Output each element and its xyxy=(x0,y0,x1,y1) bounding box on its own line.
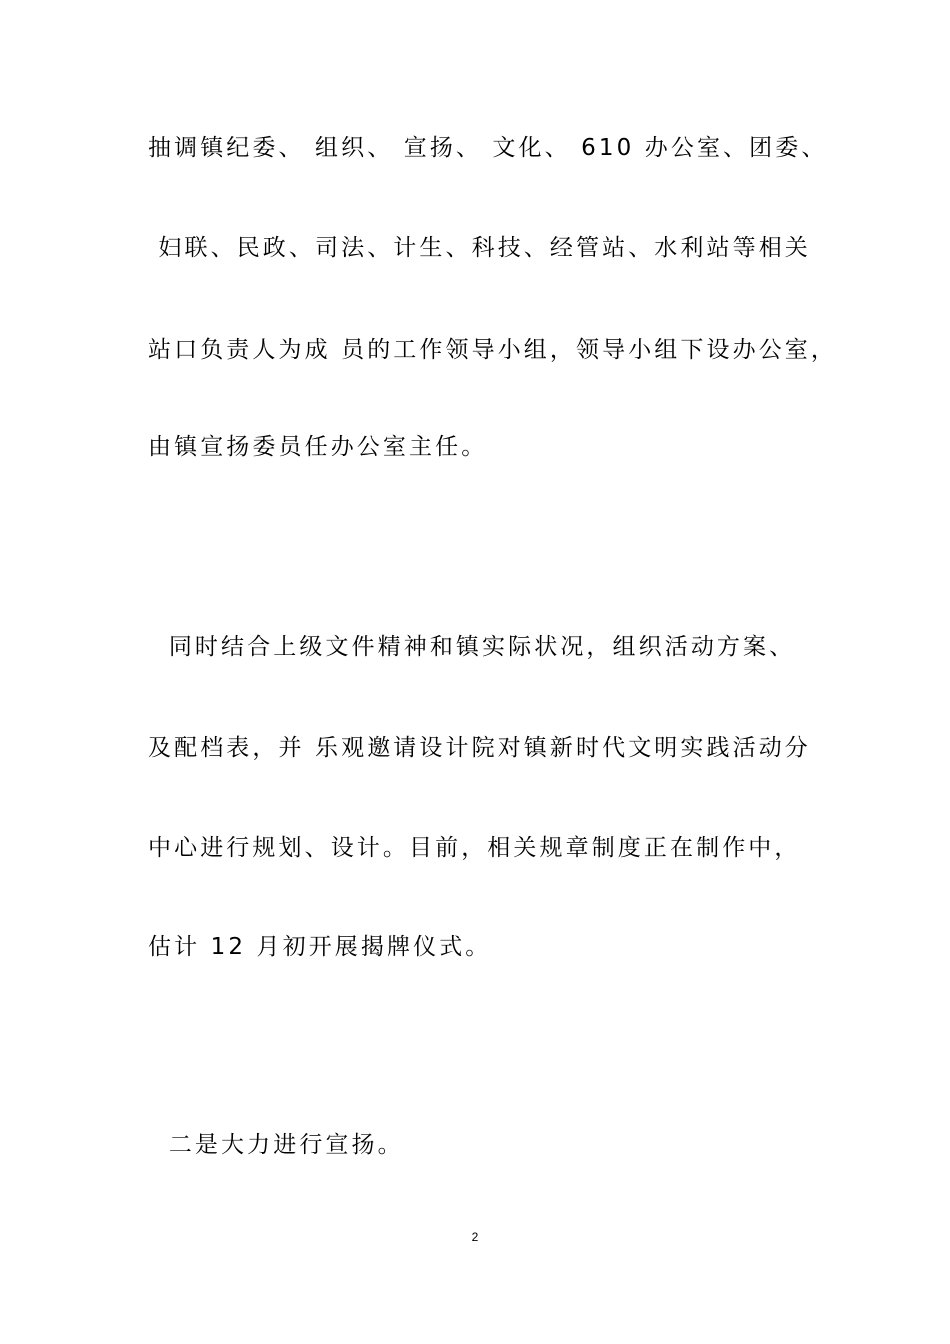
paragraph-2-line-1: 同时结合上级文件精神和镇实际状况，组织活动方案、 xyxy=(148,634,796,660)
page-number: 2 xyxy=(471,1230,479,1244)
paragraph-3-line-1: 二是大力进行宣扬。 xyxy=(148,1132,404,1158)
paragraph-2-line-3: 中心进行规划、设计。目前，相关规章制度正在制作中， xyxy=(148,835,801,861)
paragraph-1-line-3: 站口负责人为成 员的工作领导小组，领导小组下设办公室， xyxy=(148,337,838,363)
paragraph-1-line-2: 妇联、民政、司法、计生、科技、经管站、水利站等相关 xyxy=(148,235,811,261)
paragraph-1-line-4: 由镇宣扬委员任办公室主任。 xyxy=(148,434,488,460)
paragraph-1-line-1: 抽调镇纪委、 组织、 宣扬、 文化、 610 办公室、团委、 xyxy=(148,135,828,161)
paragraph-2-line-2: 及配档表，并 乐观邀请设计院对镇新时代文明实践活动分 xyxy=(148,735,811,761)
paragraph-2-line-4: 估计 12 月初开展揭牌仪式。 xyxy=(148,934,492,960)
